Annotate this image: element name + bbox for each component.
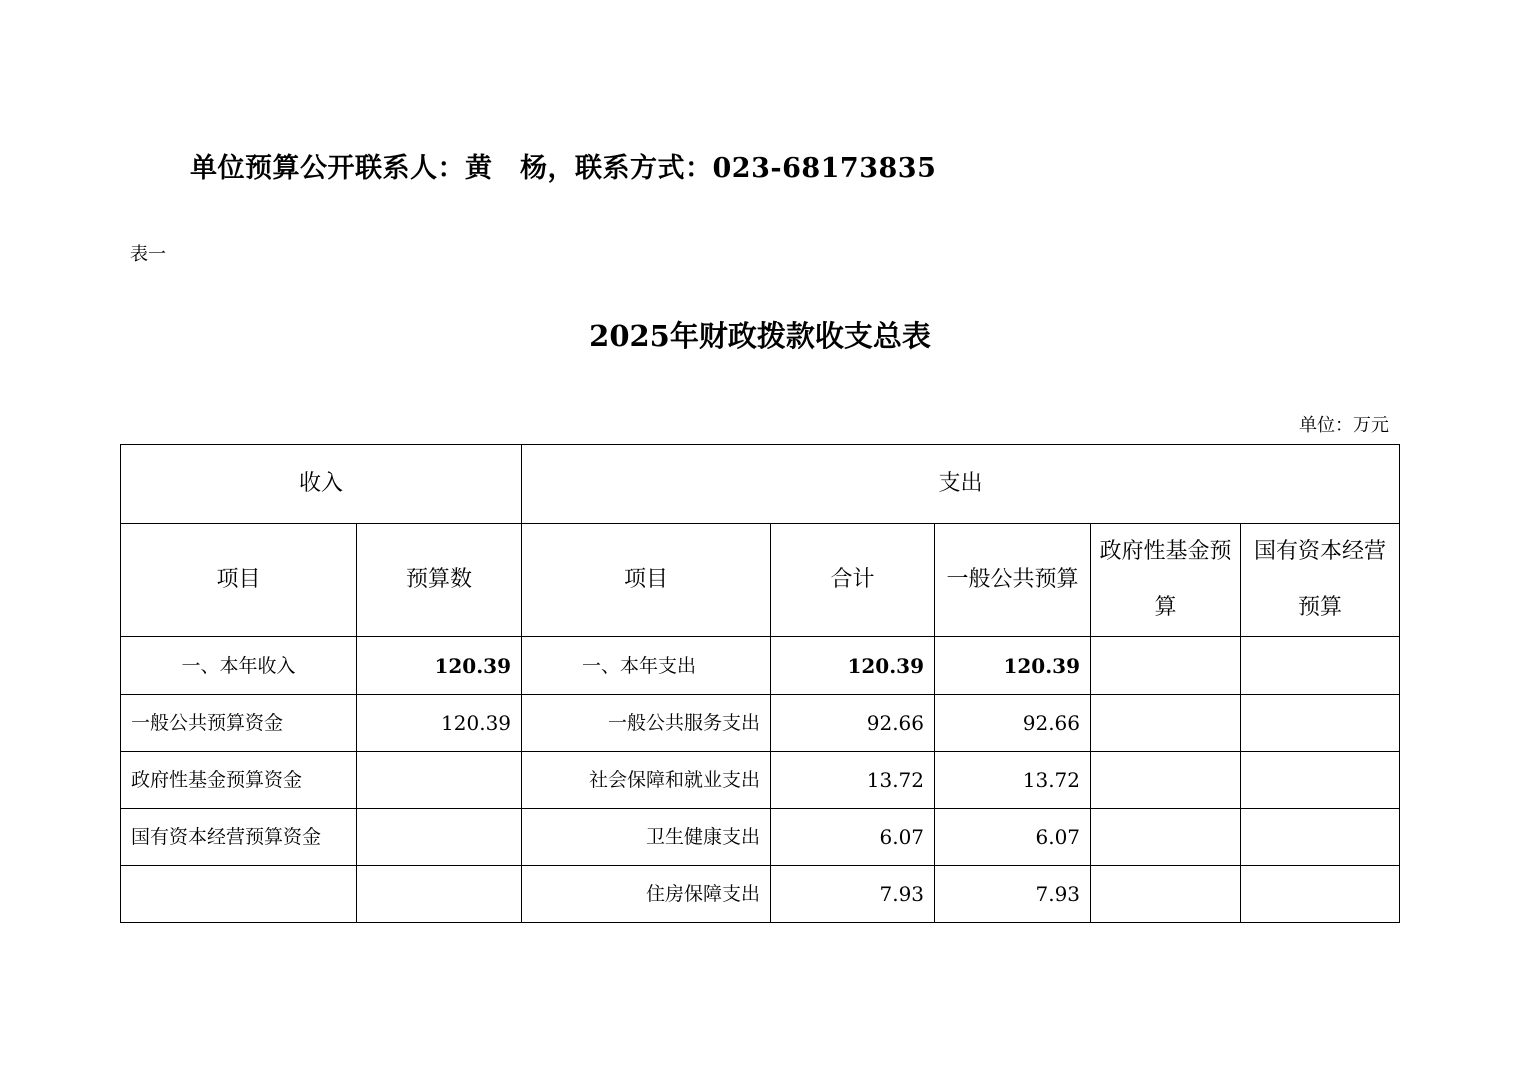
- income-budget-cell: [357, 866, 522, 923]
- expense-header: 支出: [522, 445, 1400, 524]
- table-row: [121, 637, 1400, 695]
- page-title: 2025年财政拨款收支总表: [589, 319, 931, 353]
- expense-item-cell: 一般公共服务支出: [522, 695, 771, 752]
- budget-summary-table: [120, 444, 1400, 923]
- col-income-budget: 预算数: [357, 524, 522, 637]
- gov-fund-budget-cell: [1091, 866, 1241, 923]
- state-capital-budget-cell: [1241, 637, 1400, 695]
- state-capital-budget-cell: [1241, 866, 1400, 923]
- expense-item-cell: 卫生健康支出: [522, 809, 771, 866]
- income-item-cell: 一、本年收入: [121, 637, 357, 695]
- gov-fund-budget-cell: [1091, 752, 1241, 809]
- income-budget-cell: [357, 809, 522, 866]
- general-budget-cell: 13.72: [935, 752, 1091, 809]
- col-expense-item: 项目: [522, 524, 771, 637]
- expense-item-cell: 一、本年支出: [522, 637, 771, 695]
- table-row: [121, 695, 1400, 752]
- income-header: 收入: [121, 445, 522, 524]
- state-capital-budget-cell: [1241, 752, 1400, 809]
- group-header-row: [121, 445, 1400, 524]
- table-row: [121, 809, 1400, 866]
- income-budget-cell: [357, 752, 522, 809]
- total-cell: 120.39: [771, 637, 935, 695]
- col-total: 合计: [771, 524, 935, 637]
- total-cell: 92.66: [771, 695, 935, 752]
- total-cell: 7.93: [771, 866, 935, 923]
- contact-line: 单位预算公开联系人：黄 杨，联系方式：023-68173835: [190, 153, 937, 184]
- income-item-cell: 一般公共预算资金: [121, 695, 357, 752]
- total-cell: 6.07: [771, 809, 935, 866]
- income-item-cell: [121, 866, 357, 923]
- unit-label: 单位：万元: [1299, 415, 1389, 436]
- general-budget-cell: 7.93: [935, 866, 1091, 923]
- income-budget-cell: 120.39: [357, 637, 522, 695]
- col-income-item: 项目: [121, 524, 357, 637]
- col-general-budget: 一般公共预算: [935, 524, 1091, 637]
- gov-fund-budget-cell: [1091, 637, 1241, 695]
- general-budget-cell: 92.66: [935, 695, 1091, 752]
- table-row: [121, 866, 1400, 923]
- gov-fund-budget-cell: [1091, 695, 1241, 752]
- state-capital-budget-cell: [1241, 695, 1400, 752]
- table-row: [121, 752, 1400, 809]
- gov-fund-budget-cell: [1091, 809, 1241, 866]
- total-cell: 13.72: [771, 752, 935, 809]
- general-budget-cell: 6.07: [935, 809, 1091, 866]
- state-capital-budget-cell: [1241, 809, 1400, 866]
- expense-item-cell: 住房保障支出: [522, 866, 771, 923]
- general-budget-cell: 120.39: [935, 637, 1091, 695]
- table-number: 表一: [130, 244, 166, 265]
- income-item-cell: 国有资本经营预算资金: [121, 809, 357, 866]
- income-budget-cell: 120.39: [357, 695, 522, 752]
- expense-item-cell: 社会保障和就业支出: [522, 752, 771, 809]
- income-item-cell: 政府性基金预算资金: [121, 752, 357, 809]
- column-header-row: [121, 524, 1400, 637]
- col-state-capital-budget: 国有资本经营预算: [1241, 524, 1400, 637]
- col-gov-fund-budget: 政府性基金预算: [1091, 524, 1241, 637]
